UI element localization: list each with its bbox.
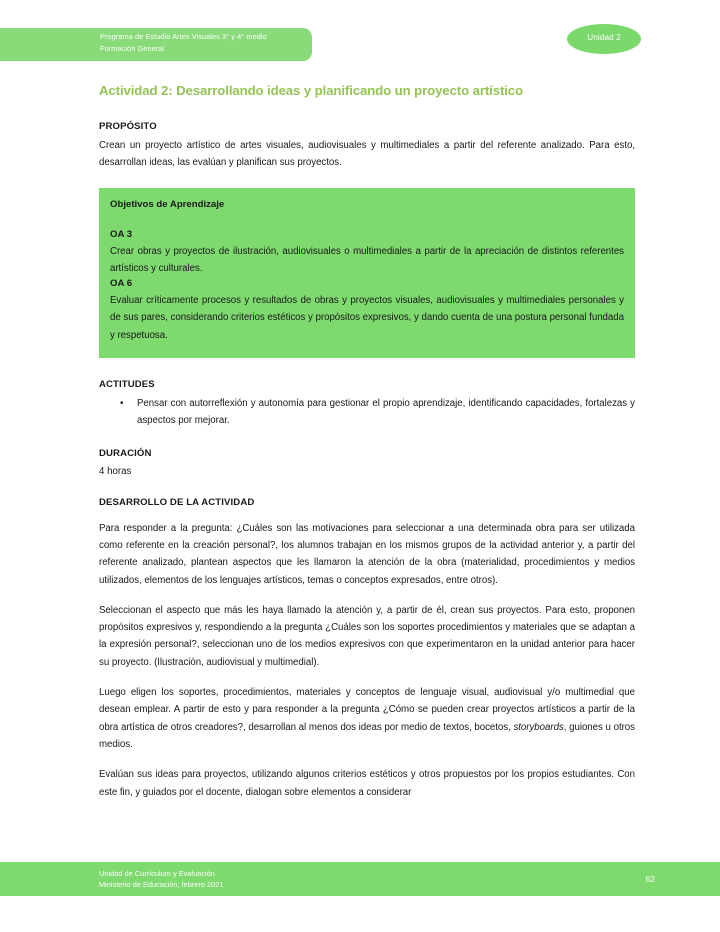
page-title: Actividad 2: Desarrollando ideas y planificando un proyecto artístico	[99, 83, 523, 98]
page-content	[99, 82, 635, 801]
footer-credits	[99, 868, 223, 890]
proposito-text: Crean un proyecto artístico de artes visuales, audiovisuales y multimediales a partir del referente analizado. Para esto, desarrollan ideas, las evalúan y planifican sus proyectos.	[99, 140, 635, 169]
footer-credits-line1: Unidad de Currículum y Evaluación	[99, 869, 215, 878]
duracion-value: 4 horas	[99, 465, 132, 477]
page-header	[0, 0, 720, 78]
program-title-line2: Formación General	[100, 43, 165, 53]
objetivo-code: OA 3	[110, 228, 133, 240]
objetivo-item-oa3	[110, 228, 624, 278]
unit-badge-label: Unidad 2	[587, 33, 621, 42]
duracion-label: DURACIÓN	[99, 447, 152, 459]
desarrollo-paragraph-4: Evalúan sus ideas para proyectos, utilizando algunos criterios estéticos y otros propuestos por los propios estudiantes. Con este fin, y guiados por el docente, dialogan sobre elementos a considerar	[99, 769, 635, 798]
proposito-label: PROPÓSITO	[99, 121, 157, 132]
program-title-line1: Programa de Estudio Artes Visuales 3° y 4° medio	[100, 32, 267, 41]
duracion-section	[99, 447, 635, 479]
desarrollo-paragraph-2: Seleccionan el aspecto que más les haya llamado la atención y, a partir de él, crean sus proyectos. Para esto, proponen propósitos expresivos y, respondiendo a la pregunta ¿Cuáles son los soportes procedimientos y materiales que se adaptan a la expresión personal?, seleccionan uno de los medios expresivos con que experimentaron en la unidad anterior para hacer su proyecto. (Ilustración, audiovisual y multimedial).	[99, 604, 635, 668]
objetivos-box	[99, 188, 635, 358]
program-title	[100, 31, 310, 54]
storyboards-emphasis: storyboards	[513, 721, 564, 733]
page-number: 62	[645, 874, 655, 884]
desarrollo-section	[99, 496, 635, 801]
footer-credits-line2: Ministerio de Educación, febrero 2021	[99, 880, 224, 889]
actitudes-section	[99, 378, 635, 430]
objetivo-item-oa6	[110, 277, 624, 344]
desarrollo-paragraph-3-part1: Luego eligen los soportes, procedimientos, materiales y conceptos de lenguaje visual, audiovisual y/o multimedial que desean emplear. A partir de esto y para responder a la pregunta ¿Cómo se pueden crear proyectos artísticos a partir de la obra artística de otros creadores?, desarrollan al menos dos ideas por medio de textos, bocetos,	[99, 687, 635, 733]
desarrollo-paragraph-1: Para responder a la pregunta: ¿Cuáles son las motivaciones para seleccionar a una determinada obra para ser utilizada como referente en la creación personal?, los alumnos trabajan en los mismos grupos de la actividad anterior y, a partir del referente analizado, plantean aspectos que les llamaron la atención de la obra (materialidad, procedimientos y medios utilizados, elementos de los lenguajes artísticos, temas o conceptos expresados, entre otros).	[99, 522, 635, 586]
objetivo-text: Evaluar críticamente procesos y resultados de obras y proyectos visuales, audiovisuales y multimediales personales y de sus pares, considerando criterios estéticos y propósitos expresivos, y dando cuenta de una postura personal fundada y respetuosa.	[110, 295, 624, 341]
actitudes-label: ACTITUDES	[99, 379, 155, 391]
desarrollo-paragraph-3-part2: , guiones u otros medios.	[99, 721, 635, 750]
objetivos-box-title: Objetivos de Aprendizaje	[110, 198, 225, 210]
desarrollo-paragraph-3	[99, 684, 635, 753]
proposito-section	[99, 120, 635, 172]
list-item: • Pensar con autorreflexión y autonomía para gestionar el propio aprendizaje, identificando capacidades, fortalezas y aspectos por mejorar.	[137, 395, 635, 430]
objetivo-code: OA 6	[110, 278, 133, 290]
objetivo-text: Crear obras y proyectos de ilustración, audiovisuales o multimediales a partir de la apreciación de distintos referentes artísticos y culturales.	[110, 245, 624, 274]
desarrollo-label: DESARROLLO DE LA ACTIVIDAD	[99, 496, 255, 508]
actitudes-list	[99, 395, 635, 430]
